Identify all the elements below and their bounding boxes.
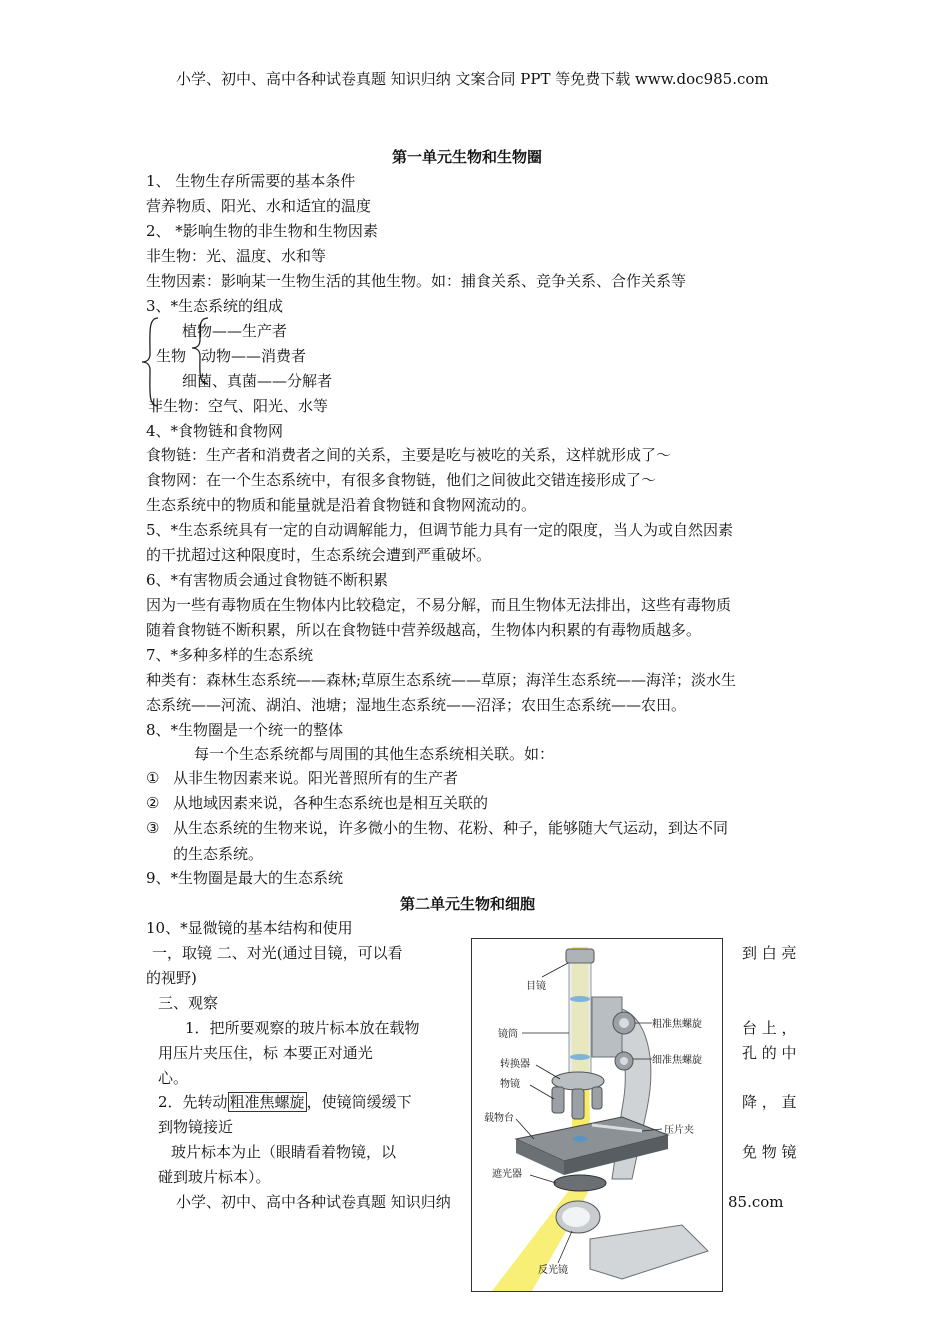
lens-1 — [570, 996, 590, 1002]
section-10-step-a-cont: 到 白 亮 — [742, 944, 797, 962]
section-10-step-c-5: 心。 — [158, 1069, 189, 1087]
section-10-step-c-1: 1．把所要观察的玻片标本放在载物 — [185, 1019, 420, 1037]
coarse-focus-term: 粗准焦螺旋 — [229, 1093, 305, 1111]
unit2-title: 第二单元生物和细胞 — [400, 895, 536, 913]
section-10-heading: 10、*显微镜的基本结构和使用 — [146, 919, 353, 937]
section-10-step-a: 一，取镜 二、对光(通过目镜，可以看 — [152, 944, 403, 962]
section-10-step-d-1 — [158, 1091, 412, 1113]
eyepiece-cap — [566, 949, 594, 963]
section-5-line-2: 的干扰超过这种限度时，生态系统会遭到严重破坏。 — [146, 546, 492, 564]
unit1-title: 第一单元生物和生物圈 — [392, 148, 543, 166]
section-7-line-1: 种类有：森林生态系统——森林;草原生态系统——草原；海洋生态系统——海洋；淡水生 — [146, 671, 737, 689]
label-eyepiece: 目镜 — [526, 981, 546, 992]
section-2-heading: 2、 *影响生物的非生物和生物因素 — [146, 222, 378, 240]
section-6-line-1: 因为一些有毒物质在生物体内比较稳定，不易分解，而且生物体无法排出，这些有毒物质 — [146, 596, 732, 614]
section-8-marker-3: ③ — [146, 819, 160, 837]
label-diaphragm: 遮光器 — [492, 1169, 522, 1180]
footer-left: 小学、初中、高中各种试卷真题 知识归纳 — [176, 1193, 451, 1211]
label-tube: 镜筒 — [498, 1029, 518, 1040]
fine-knob-center — [620, 1057, 628, 1065]
footer-right: 85.com — [728, 1193, 784, 1211]
section-10-step-c-3: 用压片夹压住，标 本要正对通光 — [158, 1044, 373, 1062]
section-10-step-e-3: 碰到玻片标本）。 — [158, 1168, 271, 1186]
mirror-glass — [562, 1207, 590, 1227]
section-2-line-1: 非生物：光、温度、水和等 — [146, 247, 327, 265]
objective-2 — [572, 1089, 584, 1119]
diaphragm-shape — [554, 1175, 606, 1191]
composition-decomposer: 细菌、真菌——分解者 — [182, 372, 333, 390]
section-8-item-1: 从非生物因素来说。阳光普照所有的生产者 — [173, 769, 459, 787]
section-1-heading: 1、 生物生存所需要的基本条件 — [146, 172, 356, 190]
section-8-marker-1: ① — [146, 769, 160, 787]
section-8-heading: 8、*生物圈是一个统一的整体 — [146, 721, 344, 739]
section-8-item-2: 从地域因素来说，各种生态系统也是相互关联的 — [173, 794, 489, 812]
composition-bio-label: 生物 — [156, 347, 187, 365]
stage-hole — [573, 1136, 587, 1142]
label-fine: 细准焦螺旋 — [652, 1055, 702, 1066]
section-10-step-c-4: 孔 的 中 — [742, 1044, 797, 1062]
base-shape — [590, 1225, 708, 1279]
section-4-line-1: 食物链：生产者和消费者之间的关系，主要是吃与被吃的关系，这样就形成了～ — [146, 446, 672, 464]
step-d-prefix: 2．先转动 — [158, 1093, 228, 1111]
section-10-step-a-end: 的视野) — [146, 969, 197, 987]
composition-plant: 植物——生产者 — [182, 322, 288, 340]
label-mirror: 反光镜 — [538, 1265, 568, 1276]
step-d-suffix: ，使镜筒缓缓下 — [306, 1093, 412, 1111]
label-clip: 压片夹 — [664, 1125, 694, 1136]
section-4-heading: 4、*食物链和食物网 — [146, 422, 284, 440]
label-stage: 载物台 — [484, 1113, 514, 1124]
microscope-figure — [471, 938, 723, 1292]
section-6-line-2: 随着食物链不断积累，所以在食物链中营养级越高，生物体内积累的有毒物质越多。 — [146, 621, 702, 639]
section-5-line-1: 5、*生态系统具有一定的自动调解能力，但调节能力具有一定的限度，当人为或自然因素 — [146, 521, 734, 539]
section-3-heading: 3、*生态系统的组成 — [146, 297, 284, 315]
objective-1 — [552, 1087, 564, 1113]
section-10-step-c-2: 台 上 ， — [742, 1019, 797, 1037]
section-4-line-3: 生态系统中的物质和能量就是沿着食物链和食物网流动的。 — [146, 496, 537, 514]
coarse-knob-center — [619, 1018, 629, 1028]
section-10-step-e-1: 玻片标本为止（眼睛看着物镜，以 — [171, 1143, 397, 1161]
lens-2 — [570, 1054, 590, 1060]
section-10-step-d-3: 到物镜接近 — [158, 1118, 234, 1136]
section-8-marker-2: ② — [146, 794, 160, 812]
section-8-intro: 每一个生态系统都与周围的其他生态系统相关联。如： — [194, 745, 555, 763]
section-2-line-2: 生物因素：影响某一生物生活的其他生物。如：捕食关系、竞争关系、合作关系等 — [146, 272, 687, 290]
section-4-line-2: 食物网：在一个生态系统中，有很多食物链，他们之间彼此交错连接形成了～ — [146, 471, 657, 489]
section-1-body: 营养物质、阳光、水和适宜的温度 — [146, 197, 372, 215]
section-10-step-d-2: 降 ， 直 — [742, 1093, 797, 1111]
section-7-heading: 7、*多种多样的生态系统 — [146, 646, 314, 664]
label-objective: 物镜 — [500, 1079, 520, 1090]
page-header: 小学、初中、高中各种试卷真题 知识归纳 文案合同 PPT 等免费下载 www.doc985.com — [176, 70, 769, 88]
section-10-step-b: 三、观察 — [158, 994, 219, 1012]
label-nosepiece: 转换器 — [500, 1059, 530, 1070]
section-8-item-3b: 的生态系统。 — [173, 845, 264, 863]
composition-abiotic: 非生物：空气、阳光、水等 — [148, 397, 329, 415]
objective-3 — [592, 1087, 602, 1109]
microscope-illustration — [472, 939, 722, 1291]
section-7-line-2: 态系统——河流、湖泊、池塘；湿地生态系统——沼泽；农田生态系统——农田。 — [146, 696, 687, 714]
section-8-item-3a: 从生态系统的生物来说，许多微小的生物、花粉、种子，能够随大气运动，到达不同 — [173, 819, 729, 837]
section-6-heading: 6、*有害物质会通过食物链不断积累 — [146, 571, 389, 589]
section-10-step-e-2: 免 物 镜 — [742, 1143, 797, 1161]
section-9-heading: 9、*生物圈是最大的生态系统 — [146, 869, 344, 887]
composition-animal: 动物——消费者 — [201, 347, 307, 365]
label-coarse: 粗准焦螺旋 — [652, 1019, 702, 1030]
